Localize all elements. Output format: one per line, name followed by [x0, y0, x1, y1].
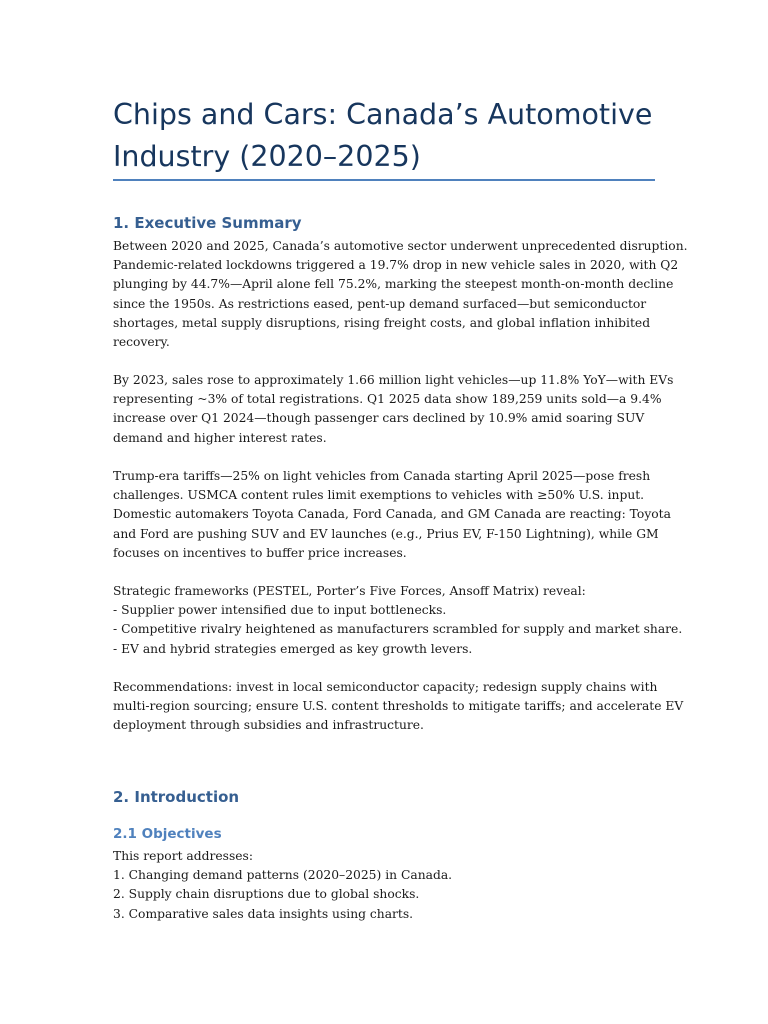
title-underline [113, 179, 655, 181]
text-line: - Supplier power intensified due to input bottlenecks. [113, 603, 447, 618]
text-line: This report addresses: [113, 849, 254, 863]
text-line: focuses on incentives to buffer price increases. [113, 545, 407, 560]
title-line: Industry (2020–2025) [113, 140, 421, 173]
text-line: Recommendations: invest in local semiconductor capacity; redesign supply chains with [113, 680, 658, 694]
text-line: Pandemic-related lockdowns triggered a 19.7% drop in new vehicle sales in 2020, with Q2 [113, 258, 679, 273]
text-line: shortages, metal supply disruptions, rising freight costs, and global inflation inhibited [113, 315, 651, 330]
executive-summary-heading: 1. Executive Summary [113, 214, 302, 232]
text-line: multi-region sourcing; ensure U.S. content thresholds to mitigate tariffs; and accelerate EV [113, 699, 684, 714]
text-line: challenges. USMCA content rules limit exemptions to vehicles with ≥50% U.S. input. [113, 488, 645, 503]
list-item: 2. Supply chain disruptions due to global shocks. [113, 887, 420, 902]
document-title [113, 94, 673, 178]
list-item: 1. Changing demand patterns (2020–2025) in Canada. [113, 868, 453, 883]
text-line: By 2023, sales rose to approximately 1.66 million light vehicles—up 11.8% YoY—with EVs [113, 373, 674, 387]
text-line: plunging by 44.7%—April alone fell 75.2%, marking the steepest month-on-month decline [113, 277, 674, 292]
objectives-heading: 2.1 Objectives [113, 826, 222, 842]
title-line: Chips and Cars: Canada’s Automotive [113, 98, 653, 131]
text-line: Strategic frameworks (PESTEL, Porter’s Five Forces, Ansoff Matrix) reveal: [113, 584, 586, 598]
text-line: Trump-era tariffs—25% on light vehicles from Canada starting April 2025—pose fresh [113, 469, 651, 483]
text-line: Between 2020 and 2025, Canada’s automotive sector underwent unprecedented disruption. [113, 239, 688, 253]
text-line: recovery. [113, 335, 170, 350]
executive-summary-paragraph-5 [113, 678, 684, 736]
text-line: Domestic automakers Toyota Canada, Ford Canada, and GM Canada are reacting: Toyota [113, 507, 671, 522]
text-line: representing ~3% of total registrations. Q1 2025 data show 189,259 units sold—a 9.4% [113, 392, 662, 407]
executive-summary-paragraph-1 [113, 237, 688, 352]
text-line: - EV and hybrid strategies emerged as key growth levers. [113, 641, 473, 656]
executive-summary-paragraph-2 [113, 371, 673, 448]
objectives-list [113, 847, 673, 924]
text-line: deployment through subsidies and infrastructure. [113, 718, 424, 733]
text-line: and Ford are pushing SUV and EV launches (e.g., Prius EV, F-150 Lightning), while GM [113, 526, 659, 541]
text-line: since the 1950s. As restrictions eased, pent-up demand surfaced—but semiconductor [113, 296, 647, 311]
text-line: demand and higher interest rates. [113, 430, 327, 445]
text-line: - Competitive rivalry heightened as manufacturers scrambled for supply and market share. [113, 622, 683, 637]
executive-summary-paragraph-4 [113, 582, 683, 659]
list-item: 3. Comparative sales data insights using charts. [113, 906, 414, 921]
text-line: increase over Q1 2024—though passenger cars declined by 10.9% amid soaring SUV [113, 411, 645, 426]
introduction-heading: 2. Introduction [113, 788, 240, 806]
executive-summary-paragraph-3 [113, 467, 673, 563]
